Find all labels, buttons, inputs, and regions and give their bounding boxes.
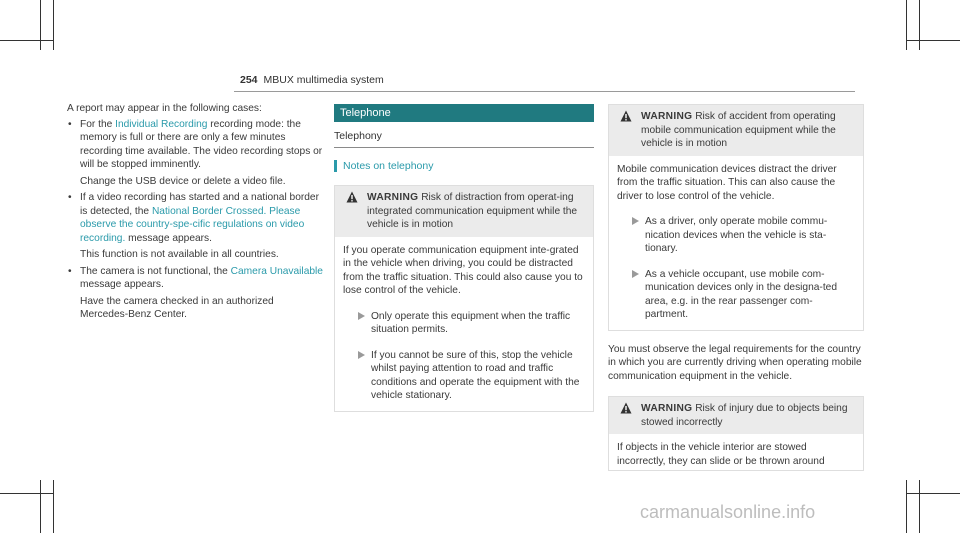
warning-box [608, 104, 864, 331]
warning-heading: Risk of distraction from operat-ing integrated communication equipment while the vehicle is in motion [367, 192, 578, 230]
crop-mark [919, 480, 920, 533]
page-title: MBUX multimedia system [263, 74, 384, 86]
crop-mark [40, 0, 41, 50]
display-message-individual-recording: Individual Recording [115, 118, 208, 130]
warning-body [609, 156, 863, 330]
action-text: Change the USB device or delete a video file. [80, 175, 286, 187]
warning-body [609, 434, 863, 470]
page-header [240, 74, 384, 86]
warning-label: WARNING [641, 403, 693, 414]
arrow-icon [358, 312, 365, 320]
warning-header [609, 397, 863, 434]
page-number: 254 [240, 74, 258, 86]
heading-marker [334, 160, 337, 172]
crop-mark [906, 480, 907, 533]
warning-action: As a driver, only operate mobile commu-nication devices when the vehicle is sta-tionary. [617, 215, 855, 256]
warning-header [335, 186, 593, 237]
warning-label: WARNING [641, 111, 693, 122]
warning-icon [620, 402, 632, 414]
crop-mark [919, 0, 920, 50]
warning-box [608, 396, 864, 471]
right-column [608, 104, 864, 471]
bullet-item-individual-recording: • For the Individual Recording recording mode: the memory is full or there are only a few minutes recording time available. The video recording stops or will be stopped imminently. [67, 118, 323, 172]
warning-action: Only operate this equipment when the traffic situation permits. [343, 310, 585, 337]
warning-box [334, 185, 594, 412]
action-text: Have the camera checked in an authorized Mercedes-Benz Center. [80, 295, 274, 320]
warning-label: WARNING [367, 192, 419, 203]
arrow-icon [358, 351, 365, 359]
note-text: This function is not available in all countries. [80, 249, 279, 260]
warning-heading: Risk of accident from operating mobile communication equipment while the vehicle is in motion [641, 111, 836, 149]
crop-mark [53, 480, 54, 533]
warning-action: If you cannot be sure of this, stop the vehicle whilst paying attention to road and traffic conditions and operate the equipment with the vehicle stationary. [343, 349, 585, 403]
crop-mark [906, 493, 960, 494]
section-band: Telephone [334, 104, 594, 122]
bullet-item-national-border: • If a video recording has started and a national border is detected, the National Border Crossed. Please observe the country-spe-cific regulations on video recording. message appears. [67, 191, 323, 245]
arrow-icon [632, 270, 639, 278]
legal-requirements-text: You must observe the legal requirements for the country in which you are currently driving when operating mobile communication equipment in the vehicle. [608, 343, 862, 382]
notes-heading: Notes on telephony [334, 160, 594, 174]
middle-column [334, 104, 594, 412]
warning-text: If objects in the vehicle interior are stowed incorrectly, they can slide or be thrown around [617, 442, 825, 467]
crop-mark [0, 40, 53, 41]
warning-heading: Risk of injury due to objects being stowed incorrectly [641, 403, 848, 428]
arrow-icon [632, 217, 639, 225]
display-message-national-border: National Border Crossed. Please observe the country-spe-cific regulations on video recording. [80, 205, 305, 244]
warning-icon [620, 110, 632, 122]
display-message-camera-unavailable: Camera Unavailable [230, 265, 323, 277]
warning-action: As a vehicle occupant, use mobile com-munication devices only in the designa-ted area, e.g. in the rear passenger com-partment. [617, 268, 855, 322]
header-rule [234, 91, 855, 92]
warning-icon [346, 191, 358, 203]
warning-text: Mobile communication devices distract the driver from the traffic situation. This can also cause the driver to lose control of the vehicle. [617, 163, 837, 202]
crop-mark [906, 0, 907, 50]
warning-text: If you operate communication equipment inte-grated in the vehicle when driving, you could be distracted from the traffic situation. This could also cause you to lose control of the vehicle. [343, 244, 583, 296]
bullet-item-camera-unavailable: • The camera is not functional, the Camera Unavailable message appears. [67, 265, 323, 292]
crop-mark [53, 0, 54, 50]
crop-mark [906, 40, 960, 41]
crop-mark [40, 480, 41, 533]
watermark: carmanualsonline.info [640, 502, 816, 522]
left-column [67, 102, 323, 322]
warning-header [609, 105, 863, 156]
intro-text: A report may appear in the following cases: [67, 103, 262, 114]
crop-mark [0, 493, 53, 494]
subsection-heading: Telephony [334, 130, 594, 148]
warning-body [335, 237, 593, 411]
